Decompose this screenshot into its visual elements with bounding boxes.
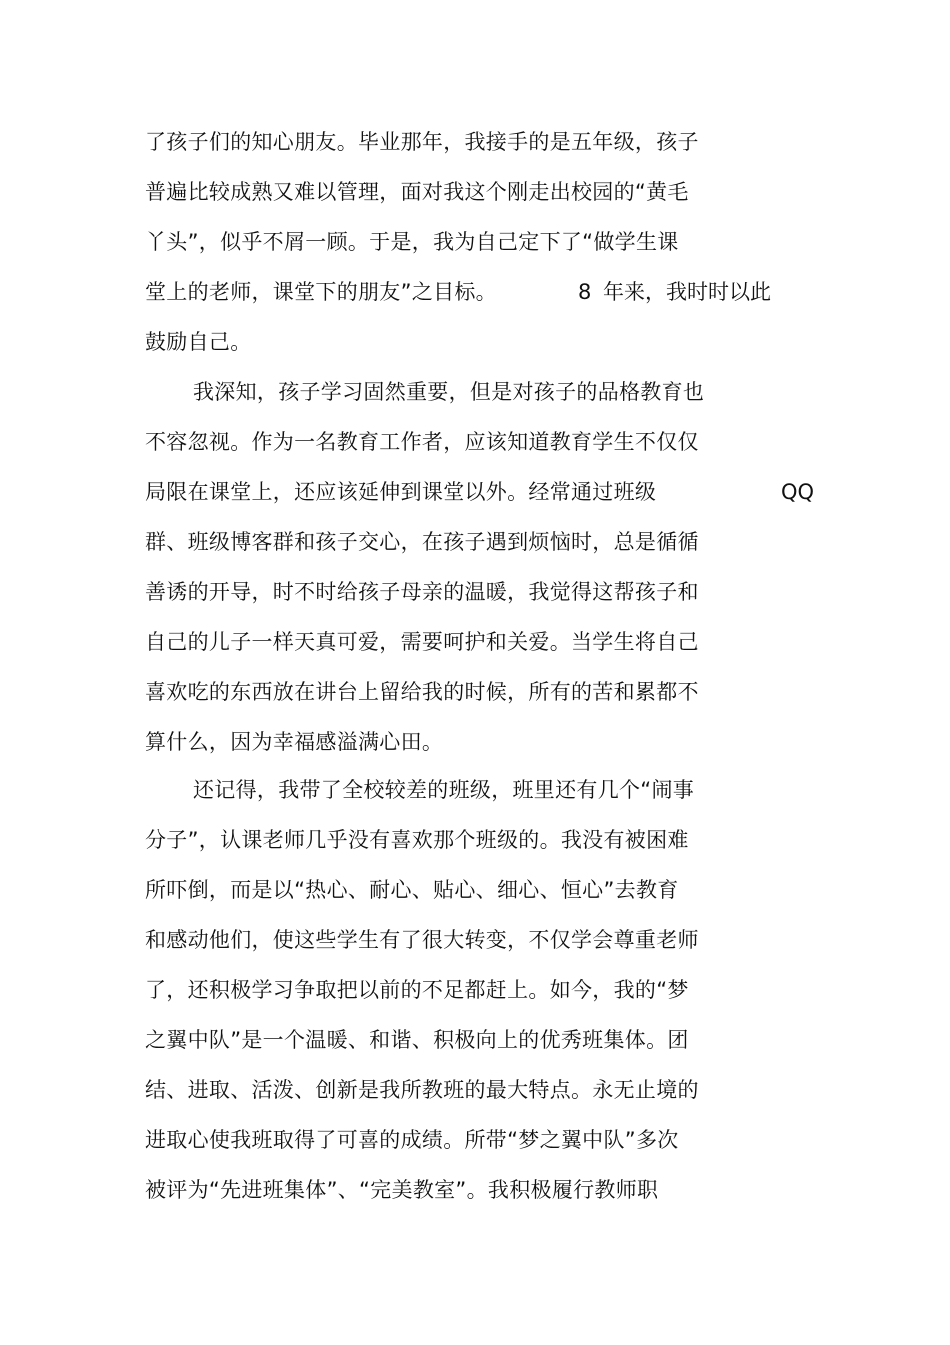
text-line: 自己的儿子一样天真可爱，需要呵护和关爱。当学生将自己 bbox=[145, 630, 699, 654]
text-line: 普遍比较成熟又难以管理，面对我这个刚走出校园的“黄毛 bbox=[145, 180, 689, 204]
paragraph-start-line: 还记得，我带了全校较差的班级，班里还有几个“闹事 bbox=[193, 778, 695, 802]
text-line: 进取心使我班取得了可喜的成绩。所带“梦之翼中队”多次 bbox=[145, 1128, 679, 1152]
text-line: 不容忽视。作为一名教育工作者，应该知道教育学生不仅仅 bbox=[145, 430, 699, 454]
text-line: 和感动他们，使这些学生有了很大转变，不仅学会尊重老师 bbox=[145, 928, 699, 952]
qq-label: QQ bbox=[781, 480, 815, 504]
text-line: 了，还积极学习争取把以前的不足都赶上。如今，我的“梦 bbox=[145, 978, 689, 1002]
paragraph-start-line: 我深知，孩子学习固然重要，但是对孩子的品格教育也 bbox=[193, 380, 705, 404]
text-line: 喜欢吃的东西放在讲台上留给我的时候，所有的苦和累都不 bbox=[145, 680, 699, 704]
year-count-number: 8 bbox=[578, 280, 592, 304]
text-line: 鼓励自己。 bbox=[145, 330, 252, 354]
text-line: 群、班级博客群和孩子交心，在孩子遇到烦恼时，总是循循 bbox=[145, 530, 699, 554]
text-line: 所吓倒，而是以“热心、耐心、贴心、细心、恒心”去教育 bbox=[145, 878, 679, 902]
text-line: 堂上的老师，课堂下的朋友”之目标。 bbox=[145, 280, 497, 304]
text-line: 善诱的开导，时不时给孩子母亲的温暖，我觉得这帮孩子和 bbox=[145, 580, 699, 604]
text-line: 之翼中队”是一个温暖、和谐、积极向上的优秀班集体。团 bbox=[145, 1028, 689, 1052]
text-line: 丫头”，似乎不屑一顾。于是，我为自己定下了“做学生课 bbox=[145, 230, 679, 254]
text-line: 结、进取、活泼、创新是我所教班的最大特点。永无止境的 bbox=[145, 1078, 699, 1102]
text-line: 分子”，认课老师几乎没有喜欢那个班级的。我没有被困难 bbox=[145, 828, 689, 852]
text-line: 被评为“先进班集体”、“完美教室”。我积极履行教师职 bbox=[145, 1178, 659, 1202]
text-line-continuation: 年来，我时时以此 bbox=[603, 280, 771, 304]
text-line: 局限在课堂上，还应该延伸到课堂以外。经常通过班级 bbox=[145, 480, 657, 504]
text-line: 算什么，因为幸福感溢满心田。 bbox=[145, 730, 444, 754]
text-line: 了孩子们的知心朋友。毕业那年，我接手的是五年级，孩子 bbox=[145, 130, 699, 154]
